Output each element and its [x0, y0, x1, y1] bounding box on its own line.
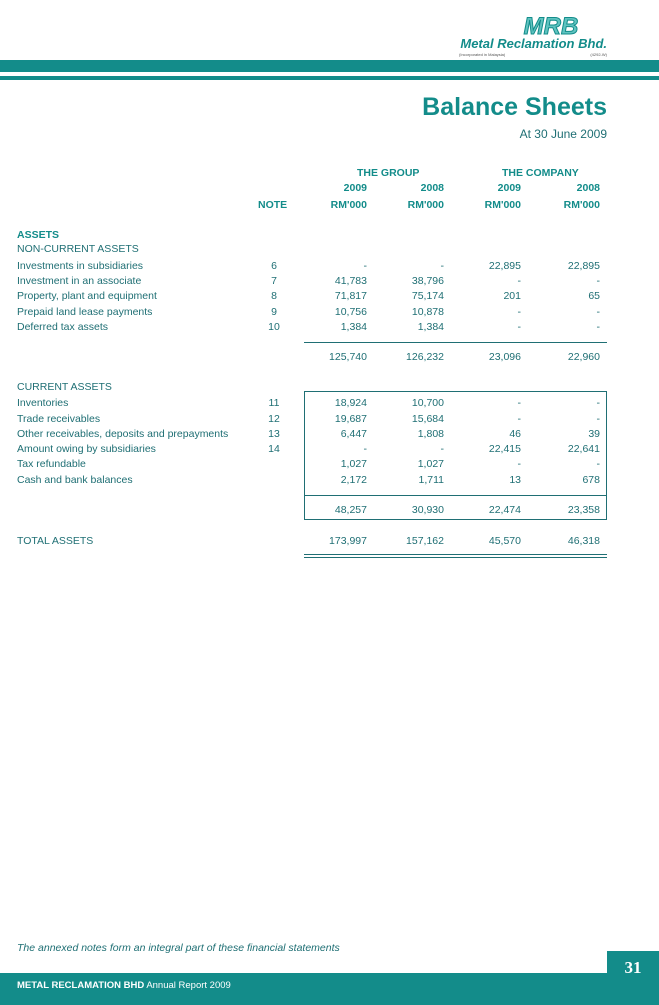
logo-company-name: Metal Reclamation Bhd.	[460, 36, 607, 51]
current-box-bottom	[304, 519, 607, 520]
group-2008-unit: RM'000	[407, 199, 444, 211]
row-company-2009: 22,415	[488, 443, 521, 455]
row-company-2009: 201	[503, 290, 521, 302]
logo	[457, 14, 607, 66]
row-group-2008: -	[440, 443, 444, 455]
row-label: Property, plant and equipment	[17, 290, 157, 302]
row-company-2008: -	[596, 397, 600, 409]
row-label: Investment in an associate	[17, 275, 142, 287]
row-group-2008: 1,808	[417, 428, 444, 440]
row-group-2008: 10,878	[411, 306, 444, 318]
row-label: Trade receivables	[17, 413, 101, 425]
row-label: Investments in subsidiaries	[17, 260, 144, 272]
mrb-logo-mark	[503, 14, 599, 38]
company-2009-header: 2009	[497, 182, 521, 194]
company-2009-unit: RM'000	[484, 199, 521, 211]
row-group-2009: 41,783	[334, 275, 367, 287]
row-company-2009: 22,895	[488, 260, 521, 272]
subtotal-group-2009: 48,257	[334, 504, 367, 516]
row-group-2009: 2,172	[340, 474, 367, 486]
row-note: 12	[268, 413, 280, 425]
total-company-2009: 45,570	[488, 535, 521, 547]
row-company-2008: -	[596, 458, 600, 470]
row-company-2009: -	[517, 458, 521, 470]
current-box-divider	[304, 495, 607, 496]
company-2008-header: 2008	[576, 182, 600, 194]
row-group-2009: 1,384	[340, 321, 367, 333]
header-thin-band	[0, 76, 659, 80]
row-company-2008: -	[596, 413, 600, 425]
row-label: Other receivables, deposits and prepayments	[17, 428, 229, 440]
row-group-2009: -	[363, 443, 367, 455]
row-company-2008: 22,895	[567, 260, 600, 272]
row-group-2008: 1,384	[417, 321, 444, 333]
subtotal-company-2008: 23,358	[567, 504, 600, 516]
row-company-2009: 13	[509, 474, 521, 486]
company-2008-unit: RM'000	[563, 199, 600, 211]
non-current-assets-heading: NON-CURRENT ASSETS	[17, 243, 139, 255]
row-label: Amount owing by subsidiaries	[17, 443, 156, 455]
subtotal-company-2009: 23,096	[488, 351, 521, 363]
total-company-2008: 46,318	[567, 535, 600, 547]
total-double-rule-top	[304, 554, 607, 555]
total-group-2009: 173,997	[329, 535, 367, 547]
subtotal-group-2009: 125,740	[329, 351, 367, 363]
page-subtitle: At 30 June 2009	[519, 127, 607, 141]
logo-company-no: (4292-W)	[590, 52, 607, 57]
row-group-2008: 1,027	[417, 458, 444, 470]
subtotal-company-2009: 22,474	[488, 504, 521, 516]
row-group-2009: 18,924	[334, 397, 367, 409]
row-company-2008: 678	[582, 474, 600, 486]
row-note: 7	[271, 275, 277, 287]
total-double-rule-bottom	[304, 557, 607, 558]
current-box-left	[304, 391, 305, 520]
row-company-2008: -	[596, 306, 600, 318]
total-group-2008: 157,162	[406, 535, 444, 547]
row-company-2009: -	[517, 397, 521, 409]
row-group-2009: 6,447	[340, 428, 367, 440]
row-company-2008: 22,641	[567, 443, 600, 455]
row-company-2009: -	[517, 321, 521, 333]
row-label: Prepaid land lease payments	[17, 306, 153, 318]
row-company-2009: -	[517, 413, 521, 425]
group-2009-unit: RM'000	[330, 199, 367, 211]
row-group-2009: 19,687	[334, 413, 367, 425]
row-note: 6	[271, 260, 277, 272]
row-note: 8	[271, 290, 277, 302]
group-header: THE GROUP	[357, 167, 420, 179]
row-company-2009: 46	[509, 428, 521, 440]
subtotal-company-2008: 22,960	[567, 351, 600, 363]
footer-company: METAL RECLAMATION BHD	[17, 980, 145, 991]
row-company-2008: -	[596, 275, 600, 287]
current-box-right	[606, 391, 607, 520]
row-label: Deferred tax assets	[17, 321, 109, 333]
row-label: Cash and bank balances	[17, 474, 133, 486]
row-note: 9	[271, 306, 277, 318]
row-label: Tax refundable	[17, 458, 86, 470]
footer-report: Annual Report 2009	[146, 980, 231, 991]
row-group-2008: 10,700	[411, 397, 444, 409]
row-group-2008: -	[440, 260, 444, 272]
row-company-2009: -	[517, 275, 521, 287]
note-header: NOTE	[258, 199, 288, 211]
row-group-2008: 75,174	[411, 290, 444, 302]
total-assets-label: TOTAL ASSETS	[17, 535, 94, 547]
row-group-2008: 38,796	[411, 275, 444, 287]
row-note: 13	[268, 428, 280, 440]
company-header: THE COMPANY	[502, 167, 579, 179]
current-box-top	[304, 391, 607, 392]
header-band	[0, 60, 659, 72]
subtotal-group-2008: 30,930	[411, 504, 444, 516]
current-assets-heading: CURRENT ASSETS	[17, 381, 112, 393]
subtotal-group-2008: 126,232	[406, 351, 444, 363]
subtotal-rule	[304, 342, 607, 343]
row-group-2008: 15,684	[411, 413, 444, 425]
footnote: The annexed notes form an integral part of these financial statements	[17, 942, 340, 954]
row-note: 11	[268, 397, 280, 409]
row-label: Inventories	[17, 397, 69, 409]
logo-incorporated: (Incorporated in Malaysia)	[459, 52, 506, 57]
row-company-2008: 39	[588, 428, 600, 440]
row-group-2009: -	[363, 260, 367, 272]
assets-heading: ASSETS	[17, 229, 60, 241]
row-group-2008: 1,711	[418, 474, 444, 486]
row-note: 14	[268, 443, 280, 455]
page-title: Balance Sheets	[422, 93, 607, 121]
row-group-2009: 71,817	[334, 290, 367, 302]
group-2008-header: 2008	[420, 182, 444, 194]
group-2009-header: 2009	[343, 182, 367, 194]
page-number: 31	[624, 958, 642, 977]
row-company-2008: -	[596, 321, 600, 333]
logo-mark-text: MRB	[523, 14, 579, 38]
row-note: 10	[268, 321, 280, 333]
row-company-2008: 65	[588, 290, 600, 302]
row-company-2009: -	[517, 306, 521, 318]
footer-text	[17, 980, 231, 991]
row-group-2009: 10,756	[334, 306, 367, 318]
row-group-2009: 1,027	[340, 458, 367, 470]
